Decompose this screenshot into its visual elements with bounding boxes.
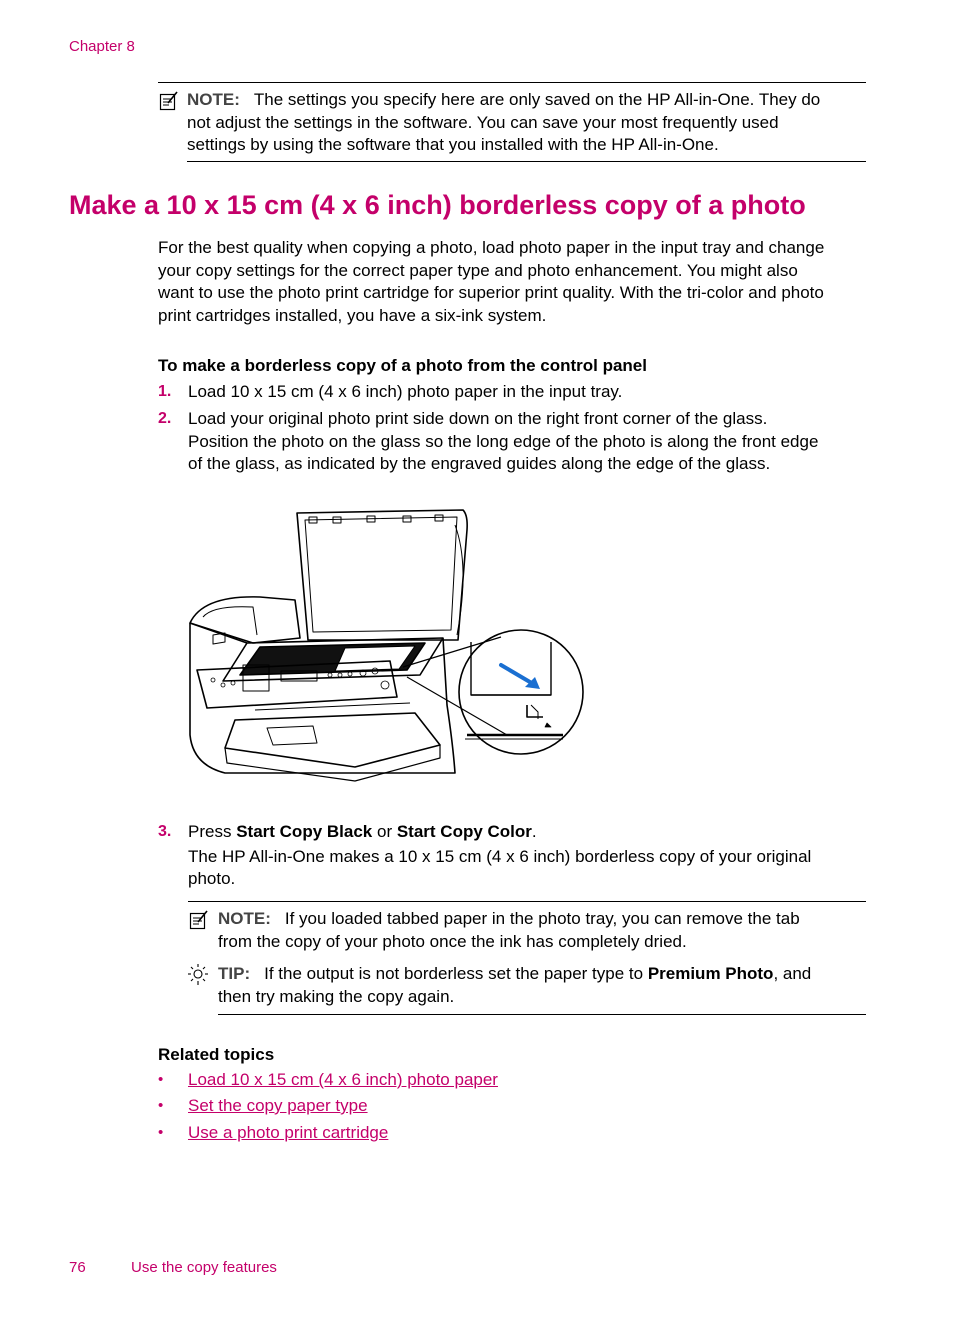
footer-section: Use the copy features <box>131 1259 277 1276</box>
step-3-end: . <box>531 822 537 841</box>
lightbulb-icon <box>187 963 209 987</box>
link-set-copy-paper-type[interactable]: Set the copy paper type <box>188 1096 368 1115</box>
start-copy-color-label: Start Copy Color <box>396 822 532 841</box>
note-1-line-3: settings by using the software that you installed with the HP All-in-One. <box>187 135 719 154</box>
tip <box>218 963 878 1008</box>
related-topics-title: Related topics <box>158 1045 275 1064</box>
note-top-rule <box>158 82 866 83</box>
note-icon <box>159 91 179 111</box>
step-2-line: Load your original photo print side down on the right front corner of the glass. <box>188 409 768 428</box>
step-3-detail-line: The HP All-in-One makes a 10 x 15 cm (4 x 6 inch) borderless copy of your original <box>188 846 812 866</box>
premium-photo-label: Premium Photo <box>647 964 774 983</box>
step-3-press: Press <box>188 822 232 841</box>
link-use-photo-print-cartridge[interactable]: Use a photo print cartridge <box>188 1123 389 1142</box>
intro-line: want to use the photo print cartridge for superior print quality. With the tri-color and photo <box>158 283 824 302</box>
step-number: 2. <box>158 410 172 427</box>
step-3-detail-line: photo. <box>188 869 236 888</box>
note-2-top-rule <box>188 901 866 902</box>
step-1-text: Load 10 x 15 cm (4 x 6 inch) photo paper in the input tray. <box>188 382 623 401</box>
note-1-line-1: The settings you specify here are only saved on the HP All-in-One. They do <box>253 90 821 109</box>
step-2-detail-line: Position the photo on the glass so the long edge of the photo is along the front edge <box>188 431 819 451</box>
note-label: NOTE: <box>218 909 271 928</box>
step-3-text <box>188 821 878 891</box>
note-bottom-rule <box>187 161 866 162</box>
step-2-text <box>188 408 878 476</box>
step-2-detail-line: of the glass, as indicated by the engraved guides along the edge of the glass. <box>188 454 771 473</box>
intro-line: For the best quality when copying a photo, load photo paper in the input tray and change <box>158 238 825 257</box>
tip-post: , and <box>773 964 812 983</box>
page-title: Make a 10 x 15 cm (4 x 6 inch) borderless copy of a photo <box>69 190 806 220</box>
tip-label: TIP: <box>218 964 251 983</box>
page-number: 76 <box>69 1259 86 1276</box>
intro-paragraph <box>158 237 878 327</box>
tip-pre: If the output is not borderless set the paper type to <box>264 964 644 983</box>
tip-bottom-rule <box>218 1014 866 1015</box>
step-number: 1. <box>158 383 172 400</box>
procedure-title: To make a borderless copy of a photo from the control panel <box>158 356 647 375</box>
bullet: • <box>158 1071 164 1088</box>
link-load-photo-paper[interactable]: Load 10 x 15 cm (4 x 6 inch) photo paper <box>188 1070 498 1089</box>
note-1 <box>187 89 877 157</box>
bullet: • <box>158 1097 164 1114</box>
note-label: NOTE: <box>187 90 240 109</box>
step-number: 3. <box>158 823 172 840</box>
note-1-line-2: not adjust the settings in the software. You can save your most frequently used <box>187 112 779 132</box>
note-2-line-2: from the copy of your photo once the ink has completely dried. <box>218 931 687 951</box>
chapter-label: Chapter 8 <box>69 38 135 55</box>
step-3-or: or <box>376 822 393 841</box>
intro-line: your copy settings for the correct paper type and photo enhancement. You might also <box>158 260 798 280</box>
intro-line: print cartridges installed, you have a six-ink system. <box>158 305 547 325</box>
printer-illustration <box>185 505 585 787</box>
note-icon <box>189 910 209 930</box>
tip-line-2: then try making the copy again. <box>218 986 455 1006</box>
bullet: • <box>158 1124 164 1141</box>
start-copy-black-label: Start Copy Black <box>236 822 373 841</box>
note-2-line-1: If you loaded tabbed paper in the photo tray, you can remove the tab <box>284 909 800 928</box>
note-2 <box>218 908 878 953</box>
